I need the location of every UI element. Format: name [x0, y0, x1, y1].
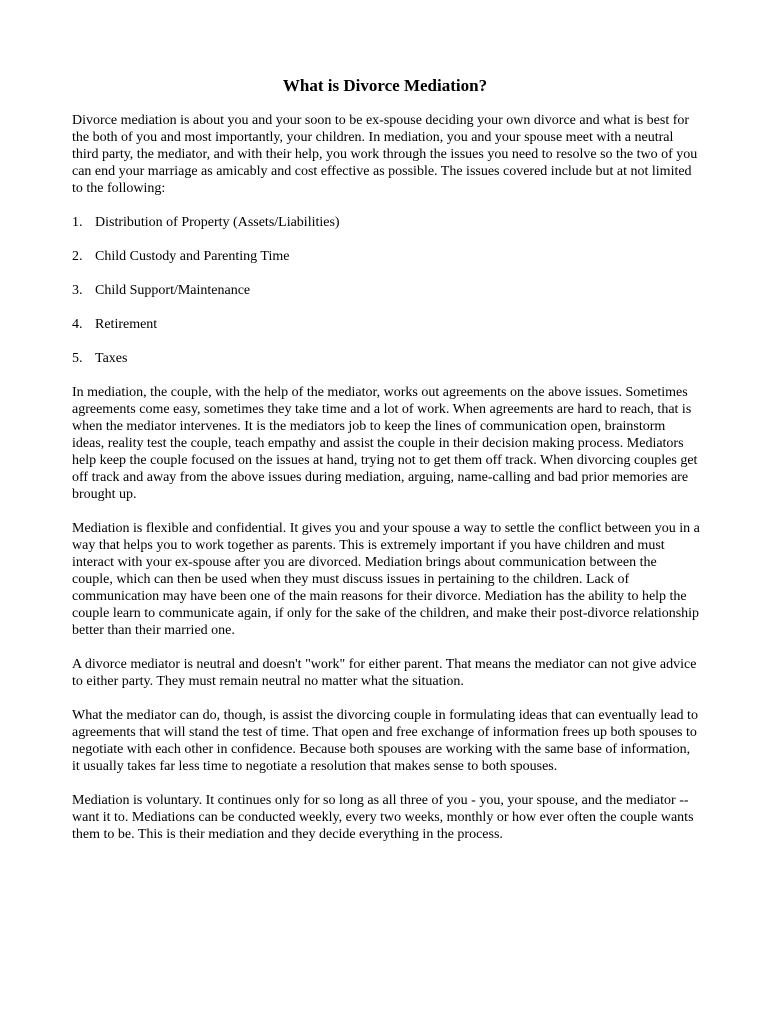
list-item-number: 1.	[72, 215, 83, 230]
paragraph-agreements: In mediation, the couple, with the help of the mediator, works out agreements on the above issues. Sometimes agreements come easy, sometimes they take time and a lot of work. When agreements are hard to reach, that is when the mediator intervenes. It is the mediators job to keep the lines of communication open, brainstorm ideas, reality test the couple, teach empathy and assist the couple in their decision making process. Mediators help keep the couple focused on the issues at hand, trying not to get them off track. When divorcing couples get off track and away from the above issues during mediation, arguing, name-calling and bad prior memories are brought up.	[72, 385, 698, 502]
list-item-number: 2.	[72, 249, 83, 264]
list-item	[72, 282, 700, 299]
page-title: What is Divorce Mediation?	[282, 76, 488, 95]
list-item	[72, 214, 700, 231]
paragraph-voluntary: Mediation is voluntary. It continues only for so long as all three of you - you, your spouse, and the mediator -- want it to. Mediations can be conducted weekly, every two weeks, monthly or how ever often the couple wants them to be. This is their mediation and they decide everything in the process.	[72, 793, 694, 842]
paragraph-mediator-role: What the mediator can do, though, is assist the divorcing couple in formulating ideas that can eventually lead to agreements that will stand the test of time. That open and free exchange of information frees up both spouses to negotiate with each other in confidence. Because both spouses are working with the same base of information, it usually takes far less time to negotiate a resolution that makes sense to both spouses.	[72, 708, 698, 774]
list-item-label: Retirement	[95, 317, 158, 332]
issues-list	[72, 214, 700, 367]
list-item	[72, 316, 700, 333]
list-item-label: Distribution of Property (Assets/Liabilities)	[95, 215, 340, 230]
list-item-label: Child Support/Maintenance	[95, 283, 251, 298]
list-item-label: Taxes	[95, 351, 128, 366]
paragraph-flexible-confidential: Mediation is flexible and confidential. It gives you and your spouse a way to settle the conflict between you in a way that helps you to work together as parents. This is extremely important if you have children and must interact with your ex-spouse after you are divorced. Mediation brings about communication between the couple, which can then be used when they must discuss issues in pertaining to the children. Lack of communication may have been one of the main reasons for their divorce. Mediation has the ability to help the couple learn to communicate again, if only for the sake of the children, and make their post-divorce relationship better than their married one.	[72, 521, 700, 638]
list-item-number: 5.	[72, 351, 83, 366]
list-item-number: 3.	[72, 283, 83, 298]
list-item	[72, 350, 700, 367]
list-item-number: 4.	[72, 317, 83, 332]
list-item-label: Child Custody and Parenting Time	[95, 249, 290, 264]
list-item	[72, 248, 700, 265]
document-body	[72, 112, 700, 860]
intro-paragraph: Divorce mediation is about you and your soon to be ex-spouse deciding your own divorce and what is best for the both of you and most importantly, your children. In mediation, you and your spouse meet with a neutral third party, the mediator, and with their help, you work through the issues you need to resolve so the two of you can end your marriage as amicably and cost effective as possible. The issues covered include but at not limited to the following:	[72, 113, 698, 196]
paragraph-neutral-mediator: A divorce mediator is neutral and doesn't "work" for either parent. That means the mediator can not give advice to either party. They must remain neutral no matter what the situation.	[72, 657, 697, 689]
